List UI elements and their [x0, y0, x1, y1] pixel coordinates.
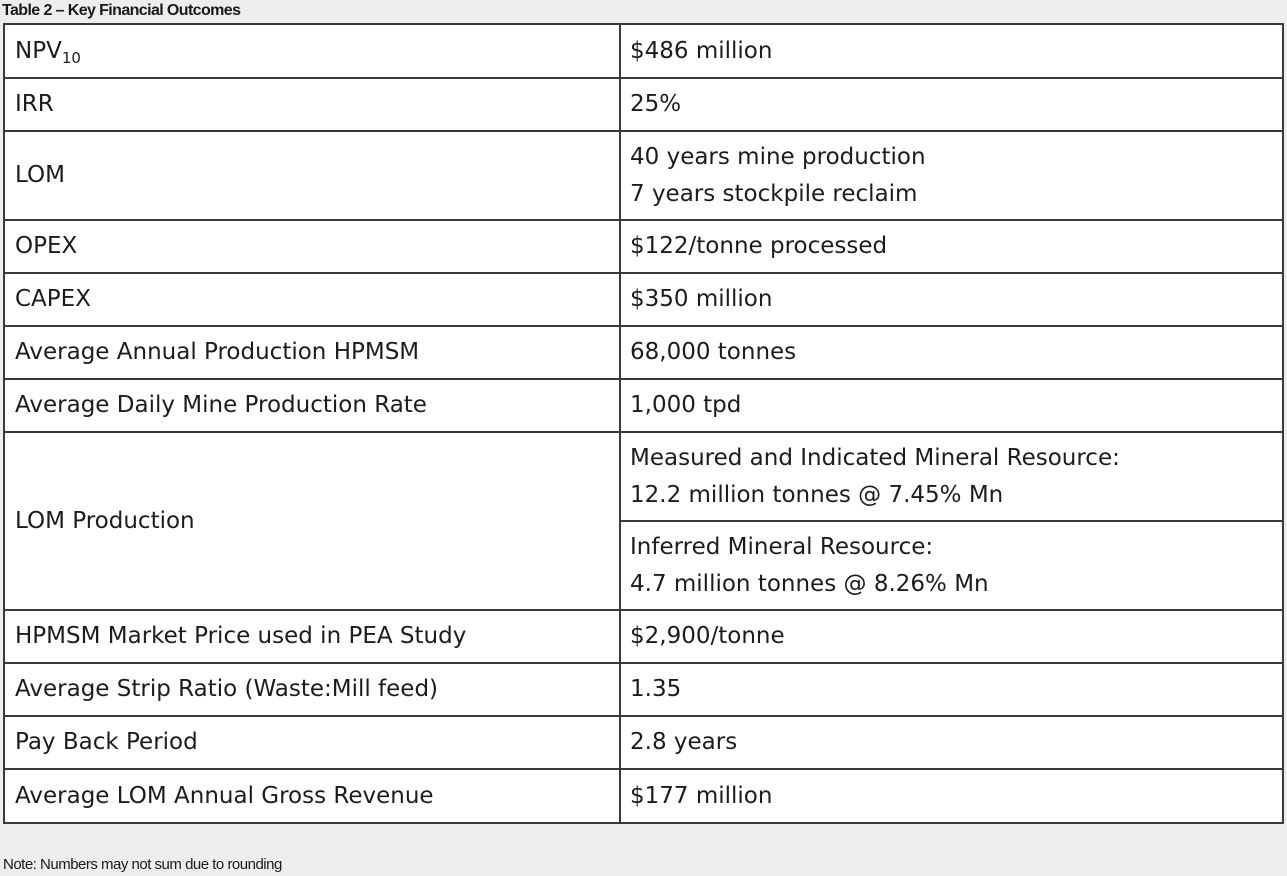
row-label: LOM: [4, 131, 620, 220]
table-row: [4, 131, 1283, 220]
row-value: 68,000 tonnes: [620, 326, 1283, 379]
table-row: [4, 610, 1283, 663]
row-value: 2.8 years: [620, 716, 1283, 769]
row-subvalue: [620, 521, 1283, 610]
row-label: Average Strip Ratio (Waste:Mill feed): [4, 663, 620, 716]
table-row: [4, 326, 1283, 379]
table-row: [4, 716, 1283, 769]
value-line: 40 years mine production: [630, 143, 926, 170]
row-value: $177 million: [620, 769, 1283, 823]
value-line: Measured and Indicated Mineral Resource:: [630, 444, 1120, 471]
table-row: [4, 220, 1283, 273]
value-line: Inferred Mineral Resource:: [630, 533, 934, 560]
row-value: 1,000 tpd: [620, 379, 1283, 432]
row-value: [620, 131, 1283, 220]
row-label: Average LOM Annual Gross Revenue: [4, 769, 620, 823]
row-value: $122/tonne processed: [620, 220, 1283, 273]
row-label: Average Annual Production HPMSM: [4, 326, 620, 379]
npv-label: NPV: [15, 37, 62, 64]
row-value: $2,900/tonne: [620, 610, 1283, 663]
row-subvalue: [620, 432, 1283, 521]
table-row: [4, 432, 1283, 521]
table-row: [4, 24, 1283, 78]
table-row: [4, 273, 1283, 326]
table-row: [4, 78, 1283, 131]
npv-subscript: 10: [61, 48, 81, 67]
row-label: CAPEX: [4, 273, 620, 326]
table-row: [4, 379, 1283, 432]
table-row: [4, 769, 1283, 823]
value-line: 12.2 million tonnes @ 7.45% Mn: [630, 481, 1004, 508]
row-value: $486 million: [620, 24, 1283, 78]
table-caption: Table 2 – Key Financial Outcomes: [2, 2, 241, 19]
value-line: 4.7 million tonnes @ 8.26% Mn: [630, 570, 989, 597]
row-label: LOM Production: [4, 432, 620, 610]
row-value: 25%: [620, 78, 1283, 131]
row-value: 1.35: [620, 663, 1283, 716]
row-value: $350 million: [620, 273, 1283, 326]
table-note: Note: Numbers may not sum due to rounding: [3, 856, 282, 873]
row-label: Pay Back Period: [4, 716, 620, 769]
value-line: 7 years stockpile reclaim: [630, 180, 918, 207]
row-label: OPEX: [4, 220, 620, 273]
row-label: IRR: [4, 78, 620, 131]
financial-outcomes-table: [3, 23, 1284, 824]
row-label: [4, 24, 620, 78]
row-label: HPMSM Market Price used in PEA Study: [4, 610, 620, 663]
row-label: Average Daily Mine Production Rate: [4, 379, 620, 432]
table-row: [4, 663, 1283, 716]
